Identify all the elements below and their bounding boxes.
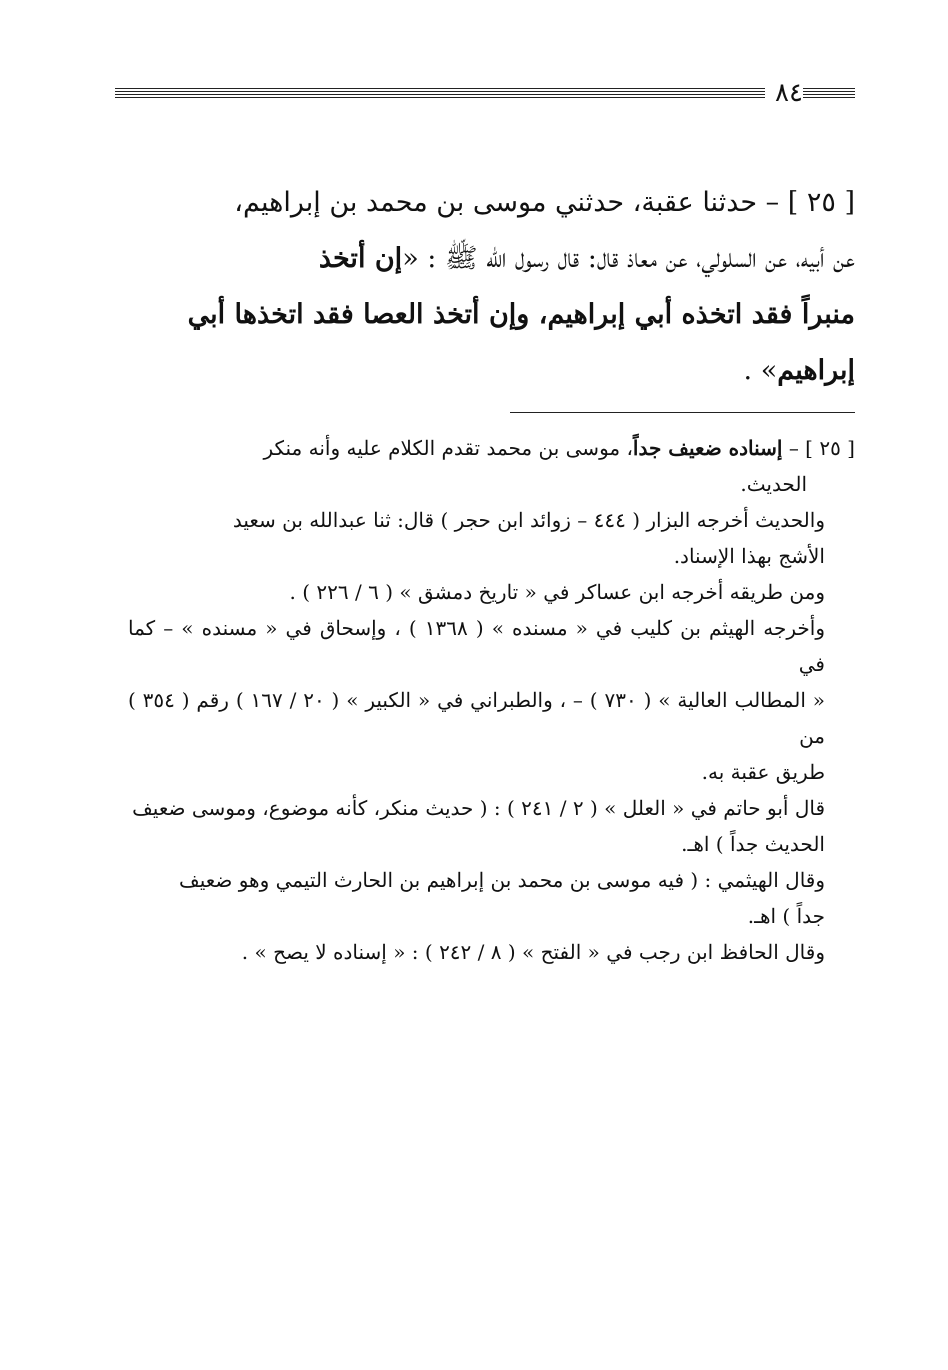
page-number: ٨٤ xyxy=(775,78,803,108)
hadith-text-plain: » . xyxy=(743,355,778,386)
footnote-paragraph: وقال الحافظ ابن رجب في « الفتح » ( ٨ / ٢٤٢ ) : « إسناده لا يصح » . xyxy=(241,940,825,964)
hadith-line: [ ٢٥ ] – حدثنا عقبة، حدثني موسى بن محمد بن إبراهيم، xyxy=(234,187,855,218)
footnote-paragraph xyxy=(128,430,855,466)
grading: إسناده ضعيف جداً xyxy=(632,436,783,460)
hadith-line xyxy=(115,231,855,287)
footnote-paragraph: والحديث أخرجه البزار ( ٤٤٤ – زوائد ابن حجر ) قال: ثنا عبدالله بن سعيد xyxy=(232,508,825,532)
footnote-text: جداً ) اهـ. xyxy=(747,904,825,928)
footnote-paragraph: ومن طريقه أخرجه ابن عساكر في « تاريخ دمشق » ( ٦ / ٢٢٦ ) . xyxy=(289,580,825,604)
header-rule xyxy=(115,88,765,100)
hadith-line xyxy=(115,343,855,399)
header-rule-short xyxy=(803,88,855,100)
prophetic-quote: إبراهيم xyxy=(777,355,855,386)
prophetic-quote: منبراً فقد اتخذه أبي إبراهيم، وإن أتخذ العصا فقد اتخذها أبي xyxy=(187,299,855,330)
hadith-text xyxy=(115,175,855,399)
prophetic-quote: إن أتخذ xyxy=(318,243,403,274)
footnote-text: طريق عقبة به. xyxy=(701,760,825,784)
footnote-paragraph: وقال الهيثمي : ( فيه موسى بن محمد بن إبراهيم بن الحارث التيمي وهو ضعيف xyxy=(178,868,825,892)
footnote-text: الأشج بهذا الإسناد. xyxy=(673,544,825,568)
footnote-paragraph: قال أبو حاتم في « العلل » ( ٢ / ٢٤١ ) : ( حديث منكر، كأنه موضوع، وموسى ضعيف xyxy=(132,796,825,820)
page-header xyxy=(115,78,855,108)
hadith-text-plain: عن أبيه، عن السلولي، عن معاذ قال: قال رسول الله ﷺ : « xyxy=(402,243,855,274)
footnote-divider xyxy=(510,412,855,413)
footnote-text: الحديث جداً ) اهـ. xyxy=(681,832,825,856)
footnote-number: [ ٢٥ ] – xyxy=(782,436,855,460)
footnote-text: « المطالب العالية » ( ٧٣٠ ) – ، والطبراني في « الكبير » ( ٢٠ / ١٦٧ ) رقم ( ٣٥٤ ) من xyxy=(128,688,825,748)
footnote-text: ، موسى بن محمد تقدم الكلام عليه وأنه منكر xyxy=(263,436,633,460)
footnotes xyxy=(128,430,855,970)
footnote-paragraph: وأخرجه الهيثم بن كليب في « مسنده » ( ١٣٦٨ ) ، وإسحاق في « مسنده » – كما في xyxy=(128,616,825,676)
footnote-text: الحديث. xyxy=(740,472,807,496)
